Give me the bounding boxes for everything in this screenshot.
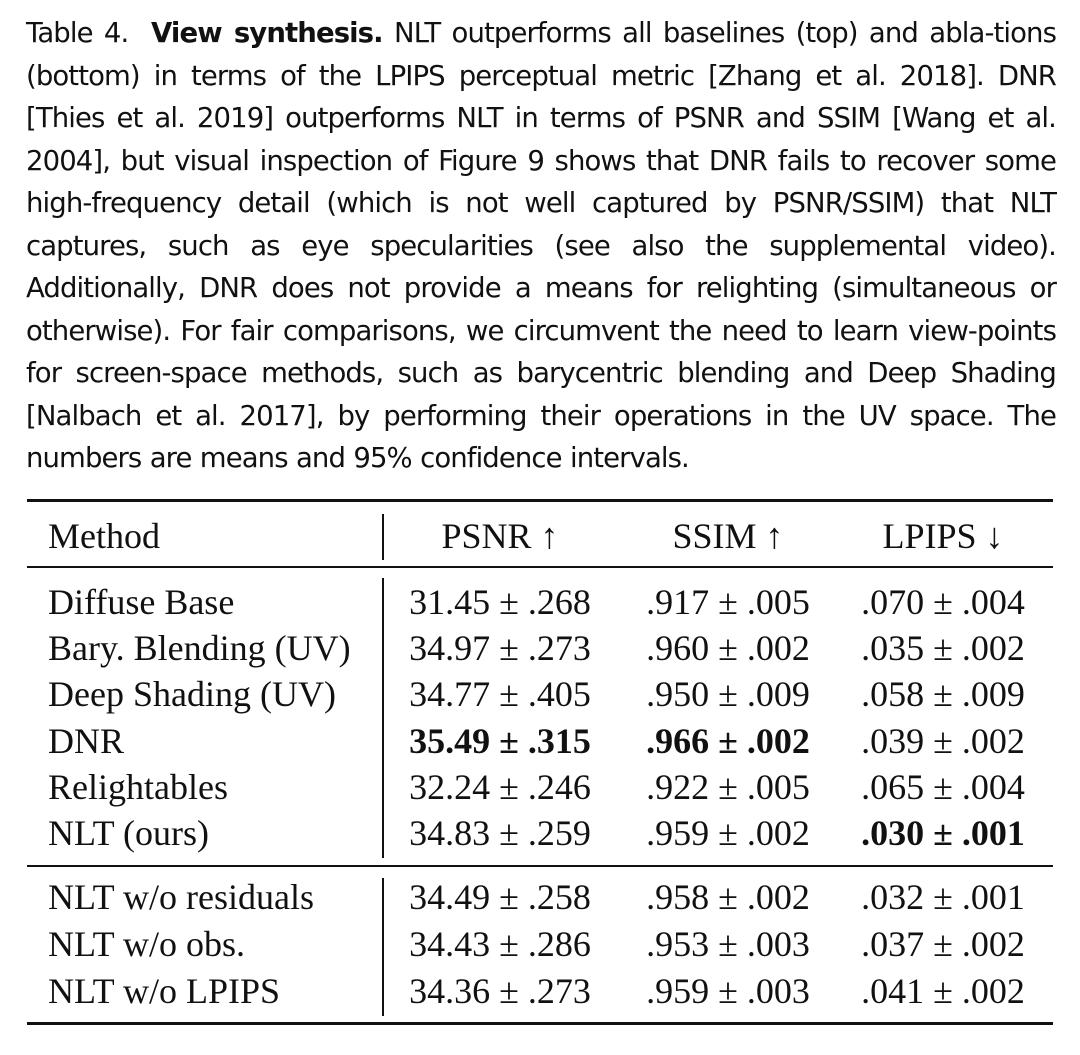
row-ssim: .958 ± .002 xyxy=(646,877,810,917)
row-psnr: 34.49 ± .258 xyxy=(409,877,591,917)
row-method: NLT w/o obs. xyxy=(48,924,246,964)
row-lpips: .035 ± .002 xyxy=(861,628,1025,668)
row-ssim: .950 ± .009 xyxy=(646,674,810,714)
row-ssim: .953 ± .003 xyxy=(646,924,810,964)
section-rule xyxy=(27,865,1053,867)
caption-body: NLT outperforms all baselines (top) and abla-tions (bottom) in terms of the LPIPS perceptual metric [Zhang et al. 2018]. DNR [Thies et al. 2019] outperforms NLT in terms of PSNR and SSIM [Wang et al. 2004], but visual inspection of Figure 9 shows that DNR fails to recover some high-frequency detail (which is not well captured by PSNR/SSIM) that NLT captures, such as eye specularities (see also the supplemental video). Additionally, DNR does not provide a means for relighting (simultaneous or otherwise). For fair comparisons, we circumvent the need to learn view-points for screen-space methods, such as barycentric blending and Deep Shading [Nalbach et al. 2017], by performing their operations in the UV space. The numbers are means and 95% confidence intervals. xyxy=(26,17,1057,474)
caption-label: Table 4. xyxy=(26,17,129,49)
row-lpips: .032 ± .001 xyxy=(861,877,1025,917)
row-lpips: .041 ± .002 xyxy=(861,971,1025,1011)
row-psnr-best: 35.49 ± .315 xyxy=(409,721,591,761)
row-lpips: .070 ± .004 xyxy=(861,582,1025,622)
header-divider xyxy=(382,514,384,560)
row-method: Diffuse Base xyxy=(48,582,235,622)
row-psnr: 31.45 ± .268 xyxy=(409,582,591,622)
row-ssim: .959 ± .003 xyxy=(646,971,810,1011)
row-lpips: .037 ± .002 xyxy=(861,924,1025,964)
row-method: NLT w/o residuals xyxy=(48,877,314,917)
header-method: Method xyxy=(48,516,160,556)
row-ssim: .917 ± .005 xyxy=(646,582,810,622)
header-rule xyxy=(27,566,1053,568)
header-ssim: SSIM ↑ xyxy=(672,516,784,556)
row-psnr: 34.77 ± .405 xyxy=(409,674,591,714)
row-psnr: 34.83 ± .259 xyxy=(409,813,591,853)
row-method: NLT (ours) xyxy=(48,813,209,853)
row-ssim: .959 ± .002 xyxy=(646,813,810,853)
header-psnr: PSNR ↑ xyxy=(441,516,559,556)
row-method: Bary. Blending (UV) xyxy=(48,628,351,668)
row-method: Relightables xyxy=(48,767,228,807)
row-method: NLT w/o LPIPS xyxy=(48,971,281,1011)
row-ssim: .922 ± .005 xyxy=(646,767,810,807)
row-psnr: 34.43 ± .286 xyxy=(409,924,591,964)
row-lpips: .058 ± .009 xyxy=(861,674,1025,714)
row-ssim-best: .966 ± .002 xyxy=(646,721,810,761)
row-lpips-best: .030 ± .001 xyxy=(861,813,1025,853)
row-psnr: 34.97 ± .273 xyxy=(409,628,591,668)
header-lpips: LPIPS ↓ xyxy=(882,516,1004,556)
table-bottom-rule xyxy=(27,1022,1053,1025)
row-lpips: .039 ± .002 xyxy=(861,721,1025,761)
row-method: Deep Shading (UV) xyxy=(48,674,336,714)
row-ssim: .960 ± .002 xyxy=(646,628,810,668)
row-psnr: 34.36 ± .273 xyxy=(409,971,591,1011)
row-psnr: 32.24 ± .246 xyxy=(409,767,591,807)
row-method: DNR xyxy=(48,721,125,761)
table-top-rule xyxy=(27,499,1053,502)
ablations-divider xyxy=(382,878,384,1016)
row-lpips: .065 ± .004 xyxy=(861,767,1025,807)
table-caption xyxy=(26,12,1056,480)
baselines-divider xyxy=(382,578,384,858)
caption-title: View synthesis. xyxy=(151,17,383,49)
